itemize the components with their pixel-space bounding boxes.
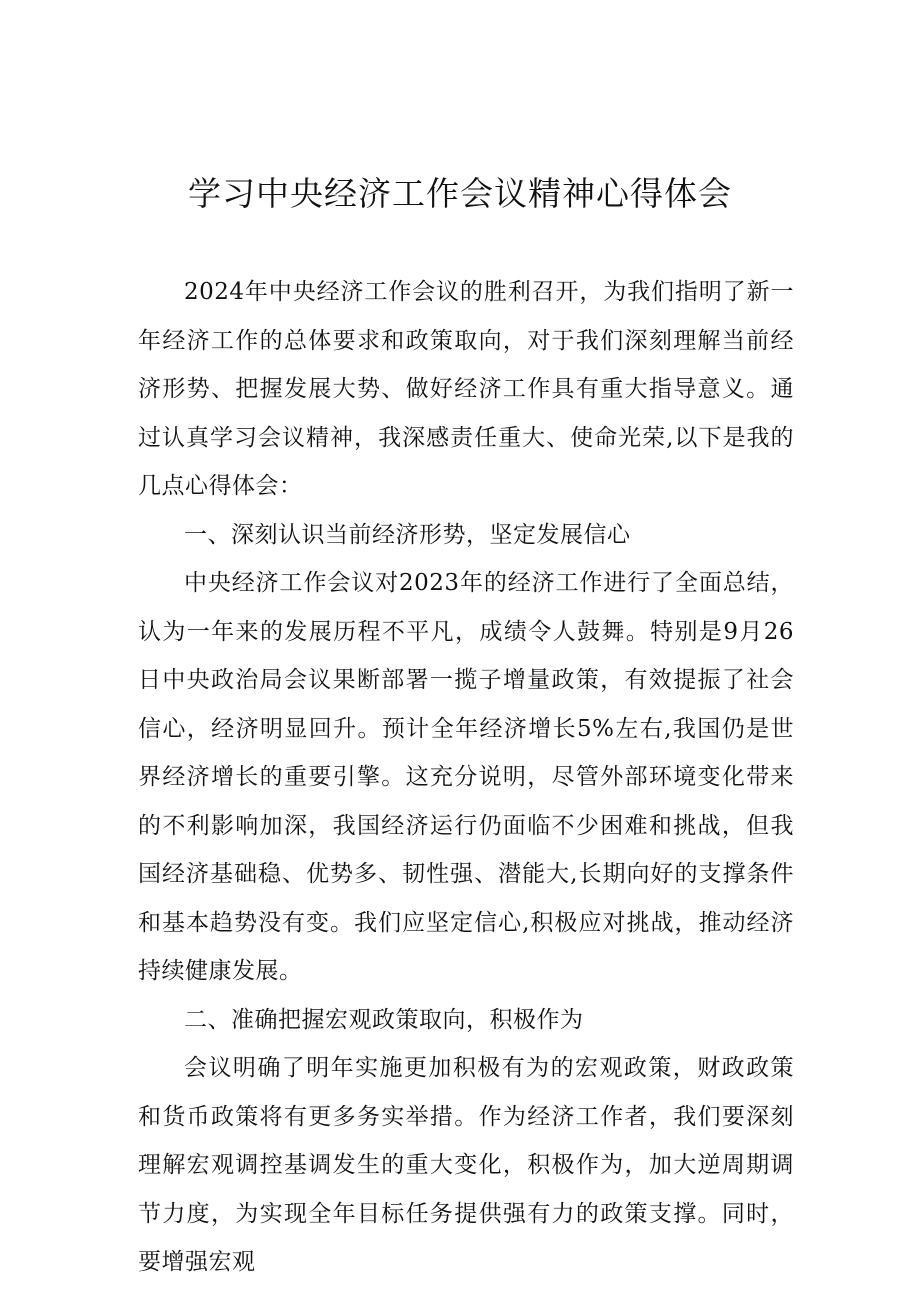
section-1-paragraph: 中央经济工作会议对2023年的经济工作进行了全面总结，认为一年来的发展历程不平凡，成绩令人鼓舞。特别是9月26日中央政治局会议果断部署一揽子增量政策，有效提振了社会信心，经济明显回升。预计全年经济增长5%左右,我国仍是世界经济增长的重要引擎。这充分说明，尽管外部环境变化带来的不利影响加深，我国经济运行仍面临不少困难和挑战，但我国经济基础稳、优势多、韧性强、潜能大,长期向好的支撑条件和基本趋势没有变。我们应坚定信心,积极应对挑战，推动经济持续健康发展。 <box>138 570 794 984</box>
document-title: 学习中央经济工作会议精神心得体会 <box>188 174 732 213</box>
section-2-paragraph: 会议明确了明年实施更加积极有为的宏观政策，财政政策和货币政策将有更多务实举措。作为经济工作者，我们要深刻理解宏观调控基调发生的重大变化，积极作为，加大逆周期调节力度，为实现全年目标任务提供强有力的政策支撑。同时，要增强宏观 <box>138 1055 794 1275</box>
section-heading-1: 一、深刻认识当前经济形势，坚定发展信心 <box>184 521 631 548</box>
intro-paragraph: 2024年中央经济工作会议的胜利召开，为我们指明了新一年经济工作的总体要求和政策取向，对于我们深刻理解当前经济形势、把握发展大势、做好经济工作具有重大指导意义。通过认真学习会议精神，我深感责任重大、使命光荣,以下是我的几点心得体会： <box>138 279 794 499</box>
section-heading-2: 二、准确把握宏观政策取向，积极作为 <box>184 1006 584 1033</box>
document-body <box>138 268 794 1287</box>
